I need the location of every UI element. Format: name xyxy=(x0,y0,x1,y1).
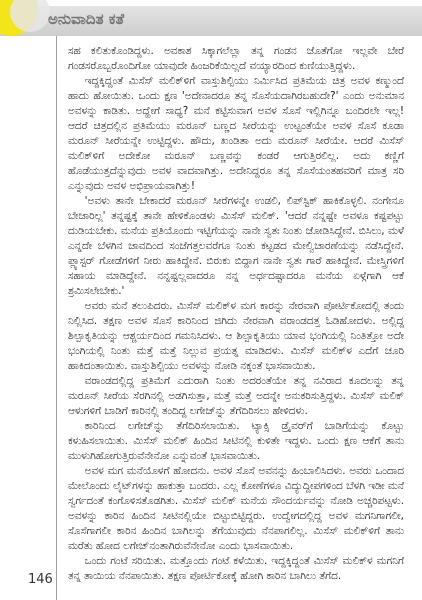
section-title: ಅನುವಾದಿತ ಕತೆ xyxy=(48,10,125,28)
paragraph: ಒಂದು ಗಂಟೆ ಸರಿಯಿತು. ಮತ್ತೊಂದು ಗಂಟೆ ಕಳೆಯಿತು. ಇದ್ದಕ್ಕಿದ್ದಂತೆ ಮಿಸೆಸ್ ಮಲಿಕ್‌ಳ ಮಗನಿಗೆ ತನ್ನ ತಾಯಿಯ ನೆನಪಾಯಿತು. ತಕ್ಷಣ ಪೋರ್ಟಿಕೋಕ್ಕೆ ಹೋಗಿ ಕಾರಿನ ಬಾಗಿಲು ತೆಗೆದ. xyxy=(68,555,404,582)
paragraph: ವರಾಂಡದಲ್ಲಿದ್ದ ಪ್ರತಿಮೆಗೆ ಎದುರಾಗಿ ನಿಂತು ಅದರಂತೆಯೇ ತನ್ನ ನವಿರಾದ ಕೂದಲನ್ನು ತನ್ನ ಮರೂನ್ ಸೀರೆಯ ಸೆರಗಿನಲ್ಲಿ ಅಡಗಿಸುತ್ತಾ, ಮತ್ತೆ ಮತ್ತೆ ಅದನ್ನೇ ಅನುಕರಿಸುತ್ತಿದ್ದಳು. ಮಿಸೆಸ್ ಮಲಿಕ್ ಆಳುಗಳಿಗೆ ಬಾಡಿಗೆ ಕಾರಿನಲ್ಲಿ ತಂದಿದ್ದ ಲಗೇಜ್‌ನ್ನು ತೆಗೆದಿರಿಸಲು ಹೇಳಿದಳು. xyxy=(68,375,404,417)
story-text xyxy=(68,44,404,596)
paragraph: ಸಹ ಕಲಿತುಕೊಂಡಿದ್ದಳು. ಅವಕಾಶ ಸಿಕ್ಕಾಗಲೆಲ್ಲಾ ತನ್ನ ಗಂಡನ ಜೊತೆಗೋ ಇಲ್ಲವೇ ಬೇರೆ ಗಂಡಸರೊಬ್ಬರೊಂದಿಗೋ ಯಾವುದೇ ಹಿಂಜರಿಕೆಯಿಲ್ಲದೆ ವಯ್ಯಾರದಿಂದ ಕುಣಿಯುತ್ತಿದ್ದಳು. xyxy=(68,45,404,72)
margin-rule xyxy=(56,36,57,600)
paragraph: ಇದ್ದಕ್ಕಿದ್ದಂತೆ ಮಿಸೆಸ್ ಮಲಿಕ್‌ಳಿಗೆ ವಾಸ್ತುಶಿಲ್ಪಿಯು ನಿರ್ಮಿಸಿದ ಪ್ರತಿಮೆಯ ಚಿತ್ರ ಅವಳ ಕಣ್ಮುಂದೆ ಹಾದು ಹೋಯಿತು. ಒಂದು ಕ್ಷಣ 'ಅದೇನಾದರೂ ತನ್ನ ಸೊಸೆಯದಾಗಿರಬಹುದೇ?' ಎಂದು ಅನುಮಾನ ಅವಳನ್ನು ಕಾಡಿತು. ಅದ್ಹೇಗೆ ಸಾಧ್ಯ? ಮನೆ ಕಟ್ಟಿಸುವಾಗ ಅವಳ ಸೊಸೆ ಇಲ್ಲಿಗಿನ್ನೂ ಬಂದಿರಲೇ ಇಲ್ಲ! ಆದರೆ ಚಿತ್ರದಲ್ಲಿನ ಪ್ರತಿಮೆಯು ಮರೂನ್ ಬಣ್ಣದ ಸೀರೆಯನ್ನು ಉಟ್ಟಂತೆಯೇ ಅವಳ ಸೊಸೆ ಕೂಡಾ ಮರೂನ್ ಸೀರೆಯನ್ನೇ ಉಟ್ಟಿದ್ದಳು. ಹೌದು, ಖಂಡಿತಾ ಅದು ಮರೂನ್ ಸೀರೆಯೇ. ಆದರೆ ಮಿಸೆಸ್ ಮಲಿಕ್‌ಳಿಗೆ ಅದೇಕೋ ಮರೂನ್ ಬಣ್ಣವನ್ನು ಕಂಡರೆ ಆಗುತ್ತಿರಲಿಲ್ಲ. ಅದು ಕಣ್ಣಿಗೆ ಹೊಡೆಯುತ್ತದೆನ್ನುವುದು ಅವಳ ವಾದವಾಗಿತ್ತು. ಅದೇನಿದ್ದರೂ ತನ್ನ ಸೊಸೆಯಂತಹವರಿಗೆ ಮಾತ್ರ ಸರಿ ಎನ್ನುವುದು ಅವಳ ಅಭಿಪ್ರಾಯವಾಗಿತ್ತು! xyxy=(68,75,404,192)
paragraph: ಕಾರಿನಿಂದ ಲಗೇಜ್‌ನ್ನು ತೆಗೆದಿರಿಸಲಾಯಿತು. ಟ್ಯಾಕ್ಸಿ ಡ್ರೈವರ್‌ಗೆ ಬಾಡಿಗೆಯನ್ನು ಕೊಟ್ಟು ಕಳುಹಿಸಲಾಯಿತು. ಮಿಸೆಸ್ ಮಲಿಕ್ ಹಿಂದಿನ ಸೀಟಿನಲ್ಲಿ ಕುಳಿತೇ ಇದ್ದಳು. ಒಂದು ಕ್ಷಣ ಆಕೆಗೆ ತಾನು ಮುಳುಗಿಹೋಗುತ್ತಿರುವೆನೇನೋ ಎನ್ನುವಂತೆ ಭಾಸವಾಯಿತು. xyxy=(68,420,404,462)
page-number: 146 xyxy=(28,572,53,587)
paragraph: ಅವರು ಮನೆ ತಲುಪಿದರು. ಮಿಸೆಸ್ ಮಲಿಕ್‌ಳ ಮಗ ಕಾರನ್ನು ನೇರವಾಗಿ ಪೋರ್ಟಿಕೋದಲ್ಲಿ ತಂದು ನಿಲ್ಲಿಸಿದ. ತಕ್ಷಣ ಅವಳ ಸೊಸೆ ಕಾರಿನಿಂದ ಜಿಗಿದು ನೇರವಾಗಿ ವರಾಂಡದತ್ತ ಓಡಿಹೋದಳು. ಅಲ್ಲಿದ್ದ ಶಿಲ್ಪಾಕೃತಿಯನ್ನು ಆಶ್ಚರ್ಯದಿಂದ ಗಮನಿಸಿದಳು. ಆ ಶಿಲ್ಪಾಕೃತಿಯು ಯಾವ ಭಂಗಿಯಲ್ಲಿ ನಿಂತಿತ್ತೋ ಅದೇ ಭಂಗಿಯಲ್ಲಿ ನಿಂತು ಮತ್ತೆ ಮತ್ತೆ ನಿಲ್ಲುವ ಪ್ರಯತ್ನ ಮಾಡಿದಳು. ಮಿಸೆಸ್ ಮಲಿಕ್‌ಳ ಎದೆಗೆ ಚೂರಿ ಹಾಕಿದಂತಾಯಿತು. ವಾಸ್ತುಶಿಲ್ಪಿಯು ಅವಳನ್ನು ನೋಡಿ ನಕ್ಕಂತೆ ಭಾಸವಾಯಿತು. xyxy=(68,300,404,372)
paragraph: 'ಅವಳು ತಾನೇ ಬೇಕಾದರೆ ಮರೂನ್ ಸೀರೆಗಳನ್ನೇ ಉಡಲಿ, ಲಿಪ್‌ಸ್ಟಿಕ್ ಹಾಕಿಕೊಳ್ಳಲಿ. ನಂಗೇನೂ ಬೇಜಾರಿಲ್ಲ' ತನ್ನಷ್ಟಕ್ಕೆ ತಾನೇ ಹೇಳಿಕೊಂಡಳು ಮಿಸೆಸ್ ಮಲಿಕ್. 'ಆದರೆ ನನ್ನಷ್ಟೇ ಅವಳೂ ಕಷ್ಟಪಟ್ಟು ದುಡಿಯಬೇಕು. ಮನೆಯ ಪ್ರತಿಯೊಂದು ಇಟ್ಟಿಗೆಯನ್ನು ನಾನೇ ಸ್ವತಃ ನಿಂತು ಜೋಡಿಸಿದ್ದೇನೆ. ಬಿಸಿಲು, ಮಳೆ ಎನ್ನದೇ ಬೆಳಗಿನ ಜಾವದಿಂದ ಸಂಜೆಗತ್ತಲವರೆಗೂ ನಿಂತು ಕಟ್ಟಡದ ಮೇಲ್ವಿಚಾರಣೆಯನ್ನು ನಡೆಸಿದ್ದೇನೆ. ಪ್ಲ್ಯಾಸ್ಟರ್ ಗೋಡೆಗಳಿಗೆ ನೀರು ಹಾಕಿದ್ದೇನೆ. ಬಿರುಕು ಬಿದ್ದಾಗ ನಾನೇ ಸ್ವತಃ ಗಾರೆ ಹಾಕಿದ್ದೇನೆ. ಮೇಸ್ತ್ರಿಗಳಿಗೆ ಸಹಾಯ ಮಾಡಿದ್ದೇನೆ. ನನ್ನಷ್ಟಲ್ಲವಾದರೂ ನನ್ನ ಅರ್ಧದಷ್ಟಾದರೂ ಮನೆಯ ಏಳ್ಗೆಗಾಗಿ ಆಕೆ ಶ್ರಮಿಸಲೇಬೇಕು.' xyxy=(68,195,404,297)
paragraph: ಅವಳ ಮಗ ಮನೆಯೊಳಗೆ ಹೋದನು. ಅವಳ ಸೊಸೆ ಅವನನ್ನು ಹಿಂಬಾಲಿಸಿದಳು. ಅವರು ಒಂದಾದ ಮೇಲೊಂದು ಲೈಟ್‌ಗಳನ್ನು ಹಾಕುತ್ತಾ ಬಂದರು. ಎಲ್ಲ ಕೋಣೆಗಳೂ ವಿದ್ಯುದ್ದೀಪಗಳಿಂದ ಬೆಳಗಿ ಇಡೀ ಮನೆ ಸ್ವರ್ಗದಂತೆ ಕಂಗೊಳಿಸತೊಡಗಿತು. ಮಿಸೆಸ್ ಮಲಿಕ್ ಮನೆಯ ಸೌಂದರ್ಯವನ್ನು ನೋಡಿ ಅಚ್ಚರಿಪಟ್ಟಳು. ಅವಳನ್ನು ಕಾರಿನ ಹಿಂದಿನ ಸೀಟಿನಲ್ಲಿಯೇ ಬಿಟ್ಟುಬಿಟ್ಟಿದ್ದರು. ಉದ್ವೇಗದಲ್ಲಿದ್ದ ಅವಳ ಮಗನಿಗಾಗಲೀ, ಸೊಸೆಗಾಗಲೀ ಕಾರಿನ ಹಿಂದಿನ ಬಾಗಿಲನ್ನು ತೆಗೆಯುವುದು ನೆನಪಾಗಲಿಲ್ಲ. ಮಿಸೆಸ್ ಮಲಿಕ್‌ಳಿಗೆ ತಾನು ಮರೆತು ಹೋದ ಲಗೇಜ್‌ನಂತಾಗಿರುವೆನೇನೋ ಎಂದು ಭಾಸವಾಯಿತು. xyxy=(68,465,404,552)
